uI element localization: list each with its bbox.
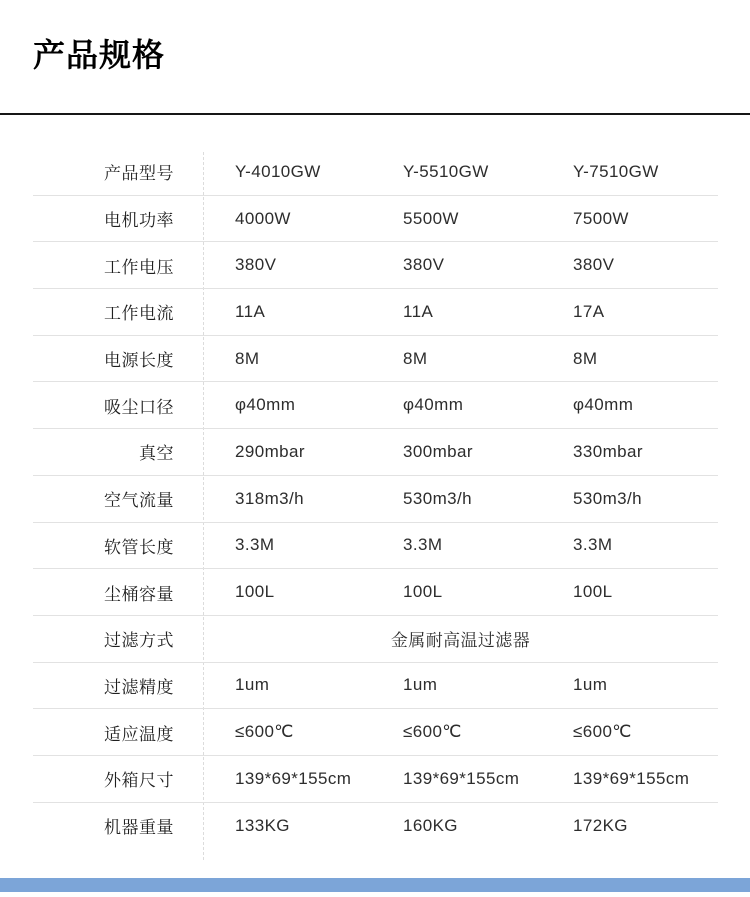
spec-label: 真空 (139, 444, 174, 464)
spec-row (33, 196, 718, 243)
spec-row (33, 382, 718, 429)
spec-table (33, 149, 718, 849)
spec-value: ≤600℃ (403, 722, 462, 742)
spec-value: 380V (403, 255, 445, 275)
spec-label: 电源长度 (104, 351, 174, 371)
spec-value: 290mbar (235, 441, 305, 461)
spec-value: 100L (235, 582, 275, 602)
spec-label: 外箱尺寸 (104, 771, 174, 791)
spec-value-merged: 金属耐高温过滤器 (390, 631, 531, 651)
spec-row (33, 429, 718, 476)
spec-value: 7500W (573, 208, 629, 228)
spec-value: 300mbar (403, 441, 473, 461)
spec-value: 4000W (235, 208, 291, 228)
spec-value: 1um (403, 675, 438, 695)
spec-value: 100L (403, 582, 443, 602)
spec-value: 530m3/h (403, 488, 472, 508)
spec-value: Y-5510GW (403, 161, 489, 181)
spec-row (33, 756, 718, 803)
spec-label: 工作电流 (104, 304, 174, 324)
spec-row (33, 476, 718, 523)
spec-label: 吸尘口径 (104, 397, 174, 417)
spec-value: 8M (235, 348, 260, 368)
spec-value: ≤600℃ (235, 722, 294, 742)
spec-row (33, 616, 718, 663)
spec-label: 工作电压 (104, 257, 174, 277)
spec-row (33, 242, 718, 289)
spec-row (33, 803, 718, 850)
spec-value: 1um (573, 675, 608, 695)
spec-value: 139*69*155cm (403, 768, 520, 788)
spec-row (33, 569, 718, 616)
spec-label: 产品型号 (104, 164, 174, 184)
spec-value: 100L (573, 582, 613, 602)
spec-value: φ40mm (403, 395, 464, 415)
spec-value: 160KG (403, 815, 458, 835)
spec-value: φ40mm (573, 395, 634, 415)
spec-row (33, 336, 718, 383)
spec-label: 适应温度 (104, 724, 174, 744)
spec-value: 380V (235, 255, 277, 275)
spec-value: 530m3/h (573, 488, 642, 508)
spec-value: 139*69*155cm (235, 768, 352, 788)
spec-value: 172KG (573, 815, 628, 835)
spec-value: 380V (573, 255, 615, 275)
spec-value: ≤600℃ (573, 722, 632, 742)
spec-value: φ40mm (235, 395, 296, 415)
bottom-accent-bar (0, 878, 750, 892)
page-title: 产品规格 (33, 37, 166, 73)
spec-value: 17A (573, 301, 605, 321)
spec-label: 软管长度 (104, 537, 174, 557)
spec-value: 3.3M (403, 535, 443, 555)
spec-value: Y-4010GW (235, 161, 321, 181)
spec-row (33, 663, 718, 710)
spec-label: 电机功率 (104, 211, 174, 231)
spec-value: 8M (573, 348, 598, 368)
title-divider (0, 113, 750, 115)
spec-row (33, 149, 718, 196)
spec-label: 过滤方式 (104, 631, 174, 651)
spec-label: 空气流量 (104, 491, 174, 511)
spec-value: Y-7510GW (573, 161, 659, 181)
spec-value: 11A (235, 301, 266, 321)
spec-label: 机器重量 (104, 818, 174, 838)
spec-value: 330mbar (573, 441, 643, 461)
spec-value: 133KG (235, 815, 290, 835)
spec-value: 3.3M (573, 535, 613, 555)
spec-value: 1um (235, 675, 270, 695)
spec-value: 8M (403, 348, 428, 368)
spec-value: 11A (403, 301, 434, 321)
spec-label: 尘桶容量 (104, 584, 174, 604)
spec-value: 318m3/h (235, 488, 304, 508)
spec-value: 5500W (403, 208, 459, 228)
spec-row (33, 523, 718, 570)
spec-row (33, 709, 718, 756)
spec-value: 3.3M (235, 535, 275, 555)
spec-value: 139*69*155cm (573, 768, 690, 788)
spec-row (33, 289, 718, 336)
spec-label: 过滤精度 (104, 677, 174, 697)
